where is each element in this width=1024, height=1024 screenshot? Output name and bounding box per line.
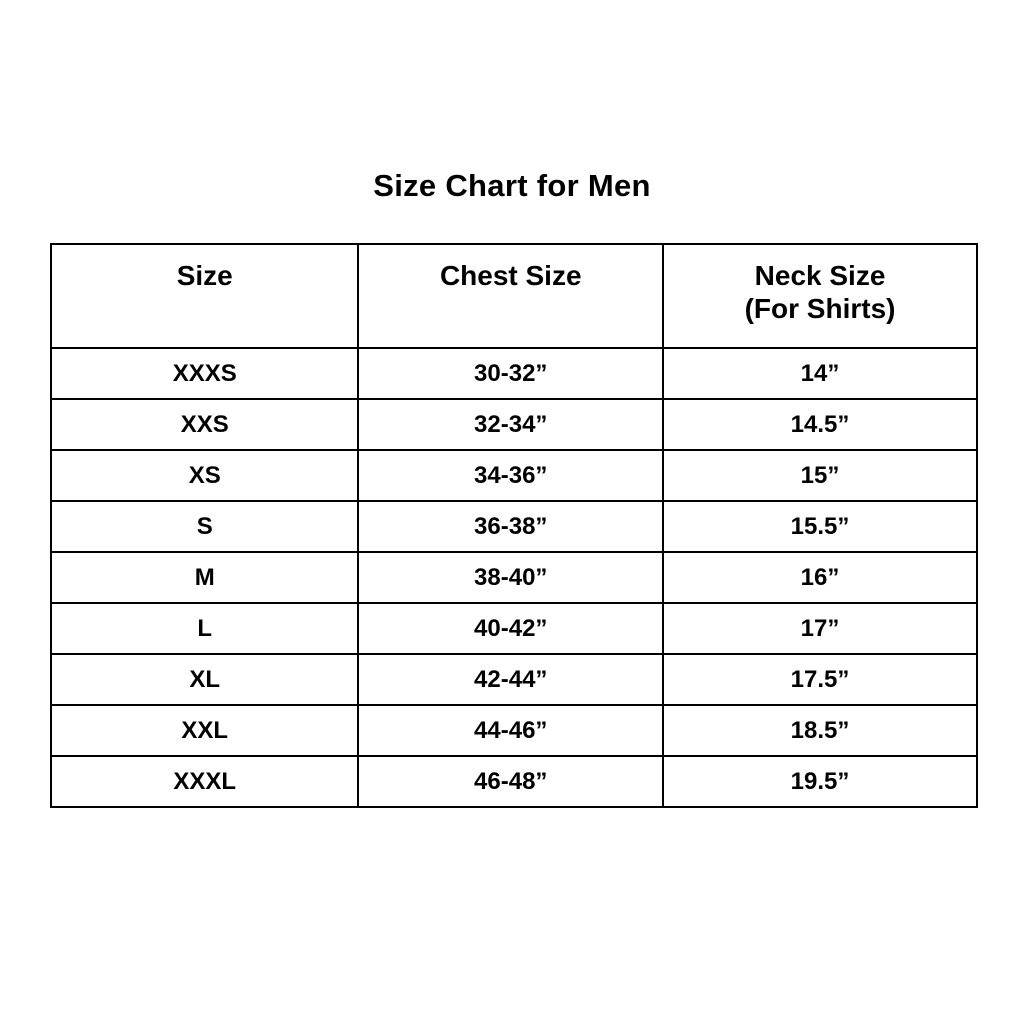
header-row <box>51 244 977 348</box>
neck-size-cell: 16” <box>663 552 977 603</box>
neck-size-cell: 17” <box>663 603 977 654</box>
size-cell: XXS <box>51 399 358 450</box>
neck-size-cell: 14.5” <box>663 399 977 450</box>
chest-size-cell: 44-46” <box>358 705 663 756</box>
neck-size-cell: 17.5” <box>663 654 977 705</box>
size-cell: XL <box>51 654 358 705</box>
table-row <box>51 399 977 450</box>
table-row <box>51 450 977 501</box>
size-cell: XXL <box>51 705 358 756</box>
chest-size-cell: 42-44” <box>358 654 663 705</box>
neck-size-cell: 14” <box>663 348 977 399</box>
table-row <box>51 654 977 705</box>
size-cell: XXXL <box>51 756 358 807</box>
column-header-label: Neck Size <box>754 260 886 291</box>
table-row <box>51 348 977 399</box>
column-header-label: Chest Size <box>439 260 582 291</box>
table-row <box>51 501 977 552</box>
chest-size-cell: 32-34” <box>358 399 663 450</box>
table-row <box>51 756 977 807</box>
column-header-size <box>51 244 358 348</box>
table-row <box>51 603 977 654</box>
neck-size-cell: 18.5” <box>663 705 977 756</box>
chest-size-cell: 36-38” <box>358 501 663 552</box>
size-cell: S <box>51 501 358 552</box>
neck-size-cell: 19.5” <box>663 756 977 807</box>
chest-size-cell: 40-42” <box>358 603 663 654</box>
size-cell: M <box>51 552 358 603</box>
table-row <box>51 705 977 756</box>
chest-size-cell: 38-40” <box>358 552 663 603</box>
table-row <box>51 552 977 603</box>
size-cell: L <box>51 603 358 654</box>
size-cell: XS <box>51 450 358 501</box>
column-header-label: Size <box>176 260 233 291</box>
chest-size-cell: 34-36” <box>358 450 663 501</box>
column-header-chest-size <box>358 244 663 348</box>
size-cell: XXXS <box>51 348 358 399</box>
size-chart-body <box>51 348 977 807</box>
chest-size-cell: 30-32” <box>358 348 663 399</box>
page-title: Size Chart for Men <box>373 168 651 203</box>
column-header-neck-size <box>663 244 977 348</box>
column-header-sublabel: (For Shirts) <box>744 293 896 324</box>
chest-size-cell: 46-48” <box>358 756 663 807</box>
size-chart-table <box>50 243 978 808</box>
neck-size-cell: 15” <box>663 450 977 501</box>
neck-size-cell: 15.5” <box>663 501 977 552</box>
